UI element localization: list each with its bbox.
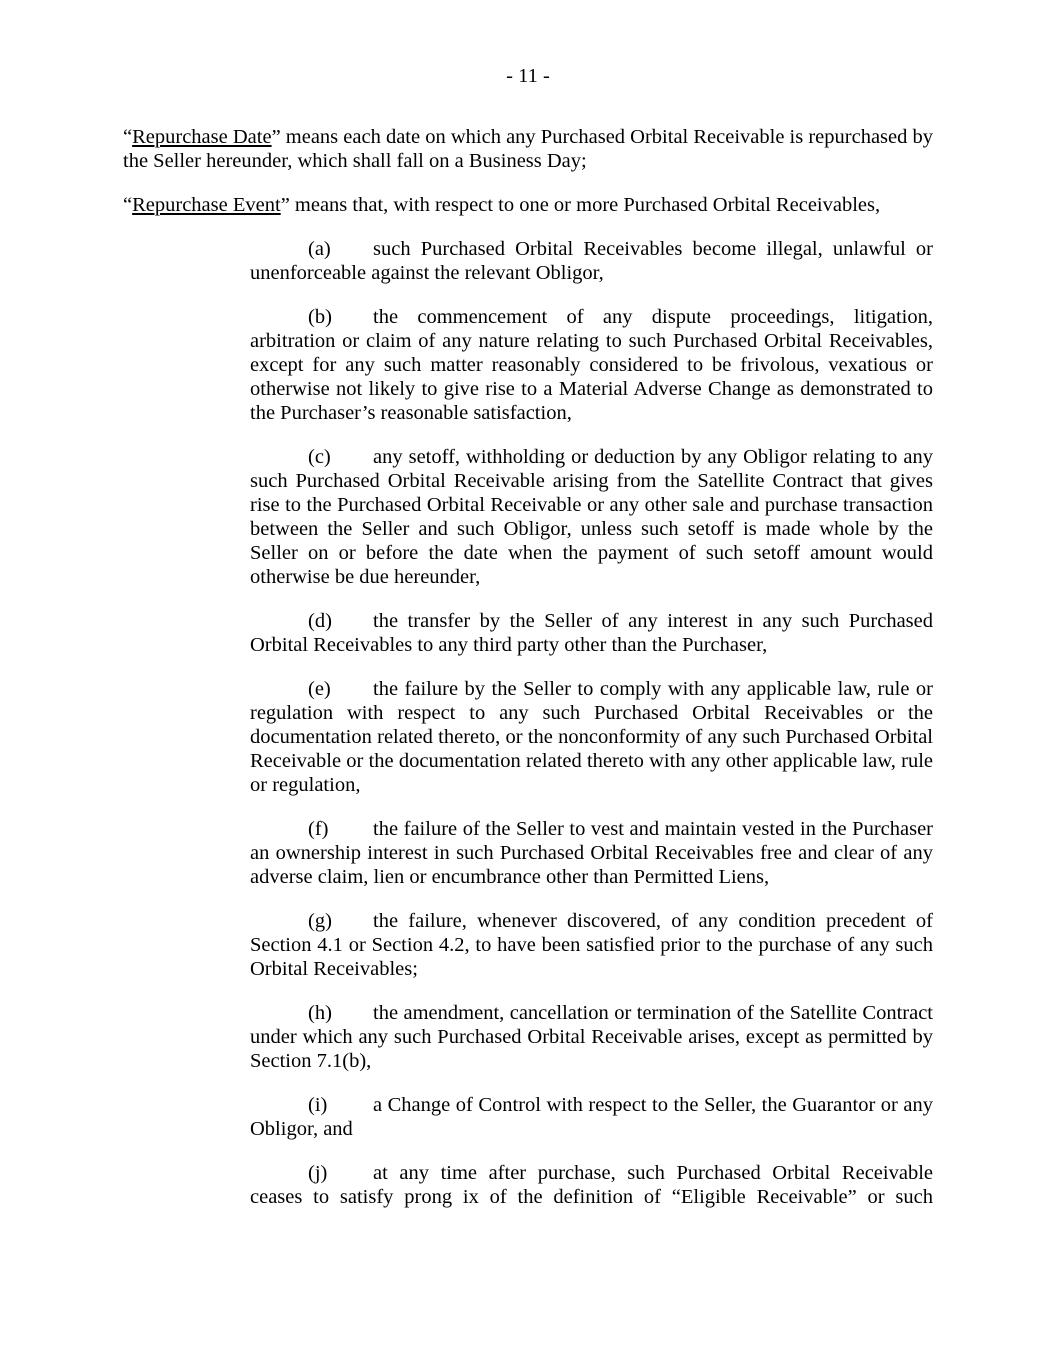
open-quote: “ (123, 194, 133, 216)
clause-label: (j) (308, 1162, 328, 1184)
clause-text: the failure, whenever discovered, of any condition precedent of Section 4.1 or Section 4.2, to have been satisfied prior to the purchase of any such Orbital Receivables; (250, 910, 933, 980)
clause-text: a Change of Control with respect to the Seller, the Guarantor or any Obligor, and (250, 1094, 933, 1140)
clause-text: such Purchased Orbital Receivables become illegal, unlawful or unenforceable against the relevant Obligor, (250, 238, 933, 284)
definition-repurchase-event (123, 193, 933, 217)
clause-text: the failure by the Seller to comply with any applicable law, rule or regulation with respect to any such Purchased Orbital Receivables or the documentation related thereto, or the nonconformity of any such Purchased Orbital Receivable or the documentation related thereto with any other applicable law, rule or regulation, (250, 678, 933, 796)
clause-label: (f) (308, 818, 329, 840)
defined-term-repurchase-date: Repurchase Date (132, 126, 272, 148)
clause-f (123, 817, 933, 889)
clause-label: (h) (308, 1002, 332, 1024)
clause-i (123, 1093, 933, 1141)
clause-text: the amendment, cancellation or termination of the Satellite Contract under which any such Purchased Orbital Receivable arises, except as permitted by Section 7.1(b), (250, 1002, 933, 1072)
clause-label: (a) (308, 238, 331, 260)
clause-label: (d) (308, 610, 332, 632)
clause-text: any setoff, withholding or deduction by any Obligor relating to any such Purchased Orbital Receivable arising from the Satellite Contract that gives rise to the Purchased Orbital Receivable or any other sale and purchase transaction between the Seller and such Obligor, unless such setoff is made whole by the Seller on or before the date when the payment of such setoff amount would otherwise be due hereunder, (250, 446, 933, 588)
clause-d (123, 609, 933, 657)
clause-text: at any time after purchase, such Purchased Orbital Receivable ceases to satisfy prong ix of the definition of “Eligible Receivable” or such (250, 1162, 933, 1208)
clause-text: the transfer by the Seller of any interest in any such Purchased Orbital Receivables to any third party other than the Purchaser, (250, 610, 933, 656)
clause-label: (i) (308, 1094, 328, 1116)
definition-body: ” means that, with respect to one or more Purchased Orbital Receivables, (280, 194, 881, 216)
clause-label: (g) (308, 910, 332, 932)
definition-body: ” means each date on which any Purchased Orbital Receivable is repurchased by the Seller hereunder, which shall fall on a Business Day; (123, 126, 933, 172)
clause-label: (c) (308, 446, 331, 468)
page-number: - 11 - (506, 65, 550, 87)
clause-text: the failure of the Seller to vest and maintain vested in the Purchaser an ownership interest in such Purchased Orbital Receivables free and clear of any adverse claim, lien or encumbrance other than Permitted Liens, (250, 818, 933, 888)
clause-e (123, 677, 933, 797)
open-quote: “ (123, 126, 133, 148)
clause-j (123, 1161, 933, 1209)
defined-term-repurchase-event: Repurchase Event (132, 194, 281, 216)
clause-text: the commencement of any dispute proceedings, litigation, arbitration or claim of any nature relating to such Purchased Orbital Receivables, except for any such matter reasonably considered to be frivolous, vexatious or otherwise not likely to give rise to a Material Adverse Change as demonstrated to the Purchaser’s reasonable satisfaction, (250, 306, 933, 424)
clause-c (123, 445, 933, 589)
clause-g (123, 909, 933, 981)
clause-label: (b) (308, 306, 332, 328)
definition-repurchase-date (123, 125, 933, 173)
clause-label: (e) (308, 678, 331, 700)
clause-a (123, 237, 933, 285)
clause-b (123, 305, 933, 425)
clause-h (123, 1001, 933, 1073)
